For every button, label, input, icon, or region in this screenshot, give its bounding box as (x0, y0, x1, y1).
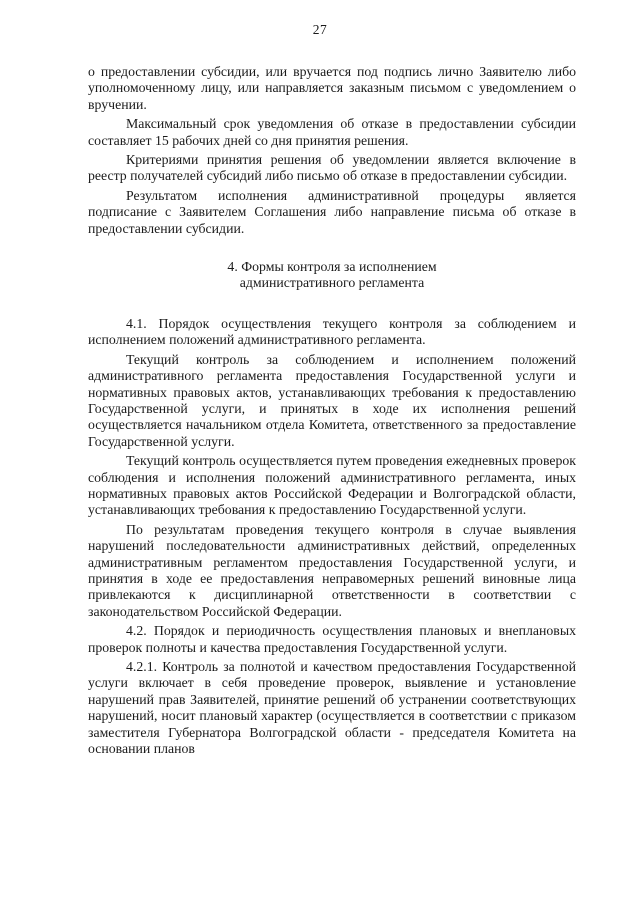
section-heading-line: административного регламента (239, 275, 425, 291)
paragraph: 4.1. Порядок осуществления текущего контроля за соблюдением и исполнением положений административного регламента. (88, 315, 576, 348)
paragraph: По результатам проведения текущего контроля в случае выявления нарушений последовательности административных действий, определенных административным регламентом предоставления Государственной услуги, и принятия в ходе ее предоставления неправомерных решений виновные лица привлекаются к дисциплинарной ответственности в соответствии с законодательством Российской Федерации. (88, 521, 576, 619)
paragraph: 4.2. Порядок и периодичность осуществления плановых и внеплановых проверок полноты и качества предоставления Государственной услуги. (88, 623, 576, 655)
page-number: 27 (312, 22, 328, 37)
paragraph: Результатом исполнения административной процедуры является подписание с Заявителем Соглашения либо направление письма об отказе в предоставлении субсидии. (88, 187, 576, 236)
paragraph: 4.2.1. Контроль за полнотой и качеством предоставления Государственной услуги включает в себя проведение проверок, выявление и установление нарушений прав Заявителей, принятие решений об устранении соответствующих нарушений, носит плановый характер (осуществляется в соответствии с приказом заместителя Губернатора Волгоградской области - председателя Комитета на основании планов (88, 659, 576, 757)
section-heading-line: 4. Формы контроля за исполнением (227, 259, 437, 275)
document-body (88, 64, 576, 760)
section-heading (88, 259, 576, 292)
paragraph: Текущий контроль за соблюдением и исполнением положений административного регламента предоставления Государственной услуги и нормативных правовых актов, устанавливающих требования к предоставлению Государственной услуги, и принятых в ходе их исполнения решений осуществляется начальником отдела Комитета, ответственного за предоставление Государственной услуги. (88, 351, 576, 449)
paragraph: Максимальный срок уведомления об отказе в предоставлении субсидии составляет 15 рабочих дней со дня принятия решения. (88, 116, 576, 148)
paragraph: Текущий контроль осуществляется путем проведения ежедневных проверок соблюдения и исполнения положений административного регламента, иных нормативных правовых актов Российской Федерации и Волгоградской области, устанавливающих требования к предоставлению Государственной услуги. (88, 453, 576, 518)
paragraph: о предоставлении субсидии, или вручается под подпись лично Заявителю либо уполномоченному лицу, или направляется заказным письмом с уведомлением о вручении. (88, 64, 576, 112)
paragraph: Критериями принятия решения об уведомлении является включение в реестр получателей субсидий либо письмо об отказе в предоставлении субсидии. (88, 152, 576, 184)
